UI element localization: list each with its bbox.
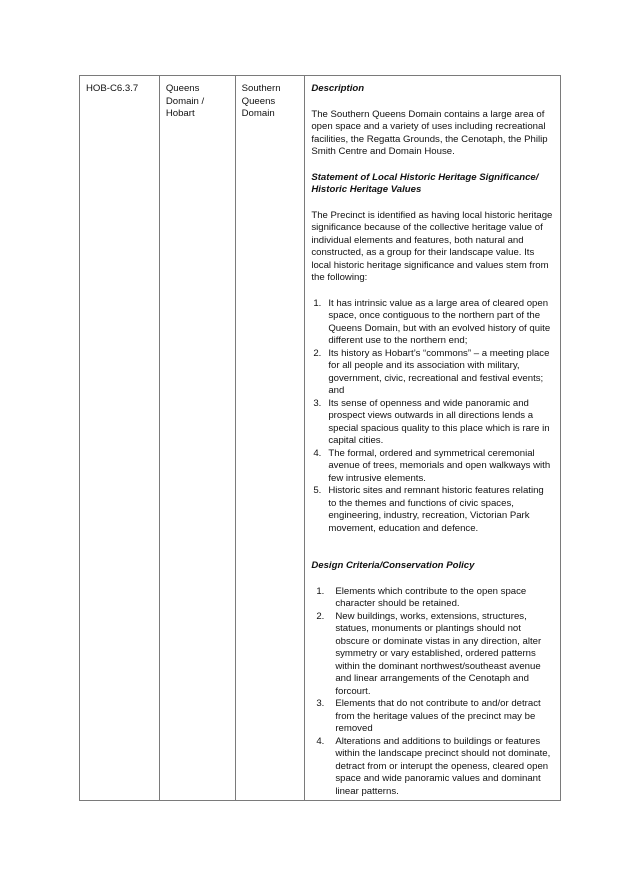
list-item: 3. Its sense of openness and wide panoramic and prospect views outwards in all directions lends a special spacious quality to this place which is rare in capital cities. bbox=[313, 397, 550, 446]
table-row bbox=[80, 76, 561, 801]
design-heading: Design Criteria/Conservation Policy bbox=[311, 560, 475, 571]
list-item: 5. Historic sites and remnant historic features relating to the themes and functions of civic spaces, engineering, industry, recreation, Victorian Park movement, education and defence. bbox=[313, 485, 544, 534]
list-item: 2. Its history as Hobart’s “commons” – a meeting place for all people and its association with military, government, civic, recreational and festival events; and bbox=[313, 347, 550, 396]
locality: Queens Domain / Hobart bbox=[165, 83, 205, 119]
list-item: 4. Alterations and additions to buildings or features within the landscape precinct should not dominate, detract from or interupt the openess, cleared open space and wide panoramic values and dominant linear patterns. bbox=[316, 735, 551, 797]
list-item: 2. New buildings, works, extensions, structures, statues, monuments or plantings should not obscure or dominate vistas in any direction, alter symmetry or vary established, ordered patterns within the dominant northwest/southeast avenue and linear arrangements of the Cenotaph and forcourt. bbox=[316, 610, 542, 697]
list-item: 1. It has intrinsic value as a large area of cleared open space, once contiguous to the northern part of the Queens Domain, but with an evolved history of quite different use to the northern end; bbox=[313, 297, 551, 346]
significance-heading: Statement of Local Historic Heritage Significance/ Historic Heritage Values bbox=[311, 171, 539, 195]
design-list bbox=[311, 586, 554, 799]
list-item: 3. Elements that do not contribute to and/or detract from the heritage values of the precinct may be removed bbox=[316, 698, 541, 734]
list-item: 4. The formal, ordered and symmetrical ceremonial avenue of trees, memorials and open walkways with few intrusive elements. bbox=[313, 447, 551, 484]
significance-list bbox=[311, 298, 554, 536]
description-text: The Southern Queens Domain contains a large area of open space and a variety of uses including recreational facilities, the Regatta Grounds, the Cenotaph, the Philip Smith Centre and Domain House. bbox=[311, 108, 548, 157]
place-name-cell bbox=[235, 76, 305, 801]
reference-code: HOB-C6.3.7 bbox=[86, 83, 139, 94]
locality-cell bbox=[159, 76, 235, 801]
description-heading: Description bbox=[311, 83, 365, 94]
details-cell bbox=[305, 76, 561, 801]
place-name: Southern Queens Domain bbox=[241, 83, 281, 119]
list-item: 1. Elements which contribute to the open space character should be retained. bbox=[316, 585, 527, 609]
reference-code-cell bbox=[80, 76, 160, 801]
heritage-table bbox=[79, 75, 561, 801]
significance-intro: The Precinct is identified as having local historic heritage significance because of the collective heritage value of individual elements and features, both natural and constructed, as a group for their landscape value. Its local historic heritage significance and values stem from the following: bbox=[311, 209, 553, 283]
